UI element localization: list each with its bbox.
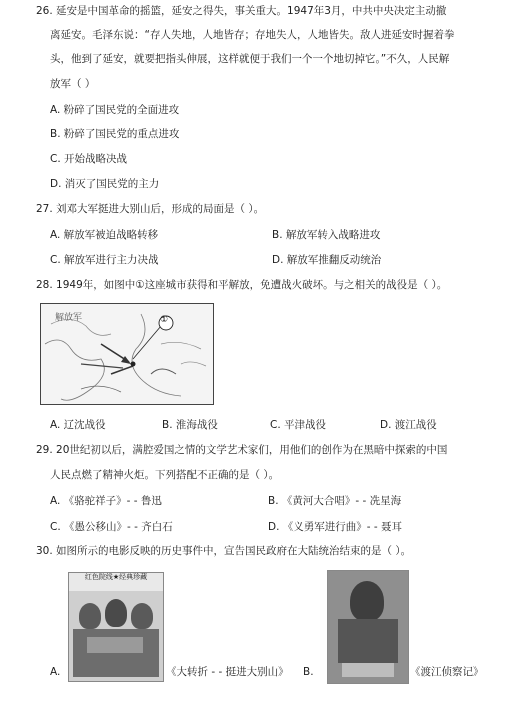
q29-stem-line-2: 人民点燃了精神火炬。下列搭配不正确的是（ ）。 <box>50 469 280 481</box>
battle-map-figure <box>40 303 214 405</box>
movie-poster-b <box>327 570 409 684</box>
map-label-city-1: ① <box>160 315 169 325</box>
q26-option-d: D. 消灭了国民党的主力 <box>50 178 160 190</box>
q29-option-a: A. 《骆驼祥子》- - 鲁迅 <box>50 495 162 507</box>
poster-a-banner: 红色院线★经典珍藏 <box>69 573 163 591</box>
q26-stem-line-1: 26. 延安是中国革命的摇篮，延安之得失，事关重大。1947年3月，中共中央决定主动撤 <box>36 5 447 17</box>
q30-option-a-letter: A. <box>50 666 61 678</box>
q29-stem-line-1: 29. 20世纪初以后，满腔爱国之情的文学艺术家们，用他们的创作为在黑暗中探索的中国 <box>36 444 448 456</box>
q26-stem-line-4: 放军（ ） <box>50 78 96 90</box>
q29-option-d: D. 《义勇军进行曲》- - 聂耳 <box>268 521 403 533</box>
q26-stem-line-3: 头，他到了延安，就要把指头伸展，这样就便于我们一个一个地切掉它。”不久，人民解 <box>50 53 450 65</box>
q26-option-b: B. 粉碎了国民党的重点进攻 <box>50 128 180 140</box>
map-label-army: 解放军 <box>55 313 83 323</box>
q27-option-b: B. 解放军转入战略进攻 <box>272 229 381 241</box>
q28-option-b: B. 淮海战役 <box>162 419 218 431</box>
q27-option-d: D. 解放军推翻反动统治 <box>272 254 382 266</box>
q26-option-c: C. 开始战略决战 <box>50 153 128 165</box>
movie-poster-a <box>68 572 164 682</box>
q26-option-a: A. 粉碎了国民党的全面进攻 <box>50 104 180 116</box>
q28-option-a: A. 辽沈战役 <box>50 419 106 431</box>
q27-stem: 27. 刘邓大军挺进大别山后，形成的局面是（ ）。 <box>36 203 265 215</box>
q28-option-c: C. 平津战役 <box>270 419 327 431</box>
q30-option-a-title: 《大转折 - - 挺进大别山》 <box>166 666 289 678</box>
q30-option-b-letter: B. <box>303 666 314 678</box>
q28-stem: 28. 1949年，如图中①这座城市获得和平解放，免遭战火破坏。与之相关的战役是（ ）。 <box>36 279 448 291</box>
q26-stem-line-2: 离延安。毛泽东说：“存人失地，人地皆存；存地失人，人地皆失。敌人进延安时握着拳 <box>50 29 455 41</box>
q28-option-d: D. 渡江战役 <box>380 419 437 431</box>
q29-option-b: B. 《黄河大合唱》- - 冼星海 <box>268 495 402 507</box>
q27-option-c: C. 解放军进行主力决战 <box>50 254 159 266</box>
q30-option-b-title: 《渡江侦察记》 <box>410 666 484 678</box>
q29-option-c: C. 《愚公移山》- - 齐白石 <box>50 521 173 533</box>
q27-option-a: A. 解放军被迫战略转移 <box>50 229 159 241</box>
q30-stem: 30. 如图所示的电影反映的历史事件中，宣告国民政府在大陆统治结束的是（ ）。 <box>36 545 412 557</box>
